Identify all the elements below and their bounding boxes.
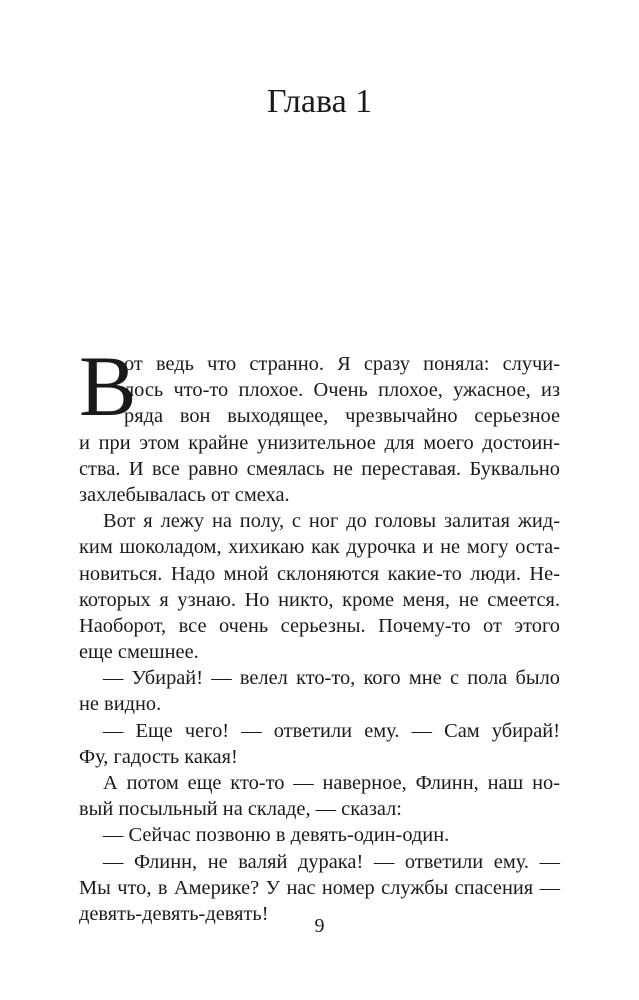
- page-number: 9: [314, 915, 325, 937]
- text-line: лось что-то плохое. Очень плохое, ужасное, из: [124, 379, 560, 402]
- chapter-title: Глава 1: [266, 83, 373, 120]
- text-line: захлебывалась от смеха.: [79, 483, 290, 506]
- text-line: от ведь что странно. Я сразу поняла: случи-: [124, 353, 560, 375]
- text-line: еще смешнее.: [79, 641, 199, 664]
- text-line: и при этом крайне унизительное для моего достоин-: [79, 431, 560, 454]
- text-line: новиться. Надо мной склоняются какие-то люди. Не-: [79, 562, 560, 585]
- text-line: которых я узнаю. Но никто, кроме меня, не смеется.: [79, 588, 560, 611]
- text-line: Мы что, в Америке? У нас номер службы спасения —: [79, 876, 560, 899]
- text-line: ства. И все равно смеялась не переставая. Буквально: [79, 457, 560, 480]
- text-line: Вот я лежу на полу, с ног до головы залитая жид-: [103, 510, 560, 533]
- text-line: — Убирай! — велел кто-то, кого мне с пола было: [103, 667, 560, 690]
- drop-cap: В: [79, 338, 137, 434]
- text-line: — Еще чего! — ответили ему. — Сам убирай!: [103, 719, 560, 742]
- text-line: Фу, гадость какая!: [79, 745, 238, 768]
- text-line: Наоборот, все очень серьезны. Почему-то от этого: [79, 614, 560, 637]
- text-line: не видно.: [79, 693, 162, 716]
- text-line: девять-девять-девять!: [79, 902, 269, 925]
- text-line: ряда вон выходящее, чрезвычайно серьезное: [124, 405, 560, 428]
- text-line: — Флинн, не валяй дурака! — ответили ему. —: [103, 850, 560, 873]
- text-line: ким шоколадом, хихикаю как дурочка и не могу оста-: [79, 536, 560, 559]
- text-line: А потом еще кто-то — наверное, Флинн, наш но-: [103, 772, 560, 794]
- body-text: [79, 351, 560, 927]
- text-line: вый посыльный на складе, — сказал:: [79, 798, 402, 821]
- text-line: — Сейчас позвоню в девять-один-один.: [103, 824, 450, 847]
